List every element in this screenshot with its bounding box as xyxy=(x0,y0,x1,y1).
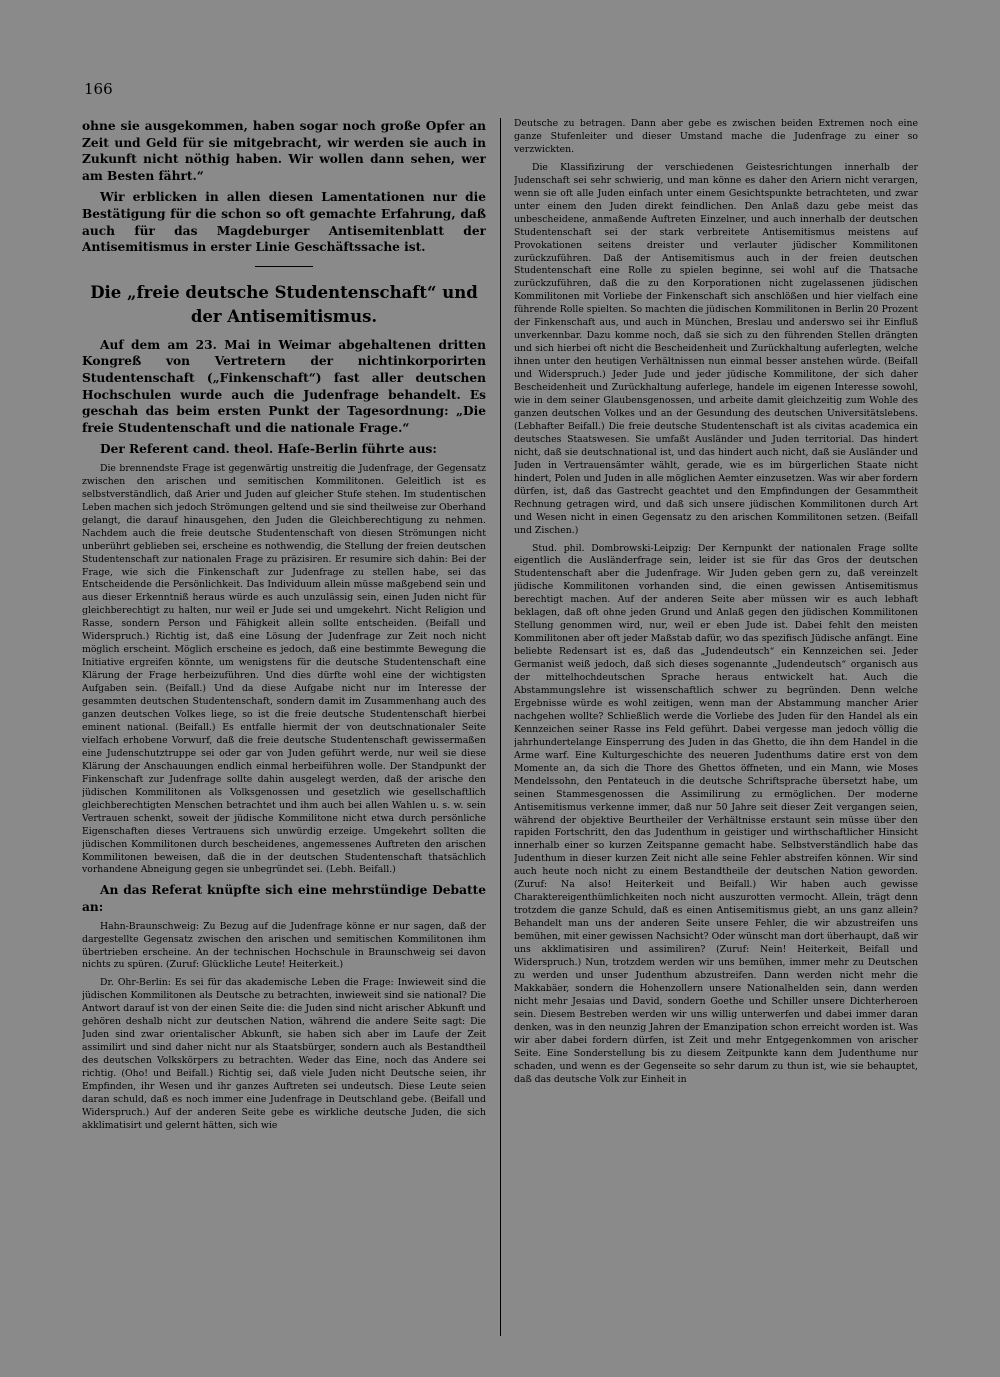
commentary-paragraph: Wir erblicken in allen diesen Lamentationen nur die Bestätigung für die schon so oft gemachte Erfahrung, daß auch für das Magdeburger Antisemitenblatt der Antisemitismus in erster Linie Geschäftssache ist. xyxy=(82,190,486,255)
speech-ohr-paragraph: Die Klassifizirung der verschiedenen Geistesrichtungen innerhalb der Judenschaft sei sehr schwierig, und man könne es daher den Ariern nicht verargen, wenn sie oft alle Juden einfach unter einem Gesichtspunkte betrachteten, und zwar unter einem den Juden direkt feindlichen. Den Anlaß dazu gebe meist das unbescheidene, anmaßende Auftreten Einzelner, und auch innerhalb der deutschen Studentenschaft sei der stark verbreitete Antisemitismus meistens auf Provokationen seitens dreister und verlauter jüdischer Kommilitonen zurückzuführen. Daß der Antisemitismus auch in der freien deutschen Studentenschaft eine Rolle zu spielen beginne, sei wohl auf die Thatsache zurückzuführen, daß die zu den Korporationen nicht zugelassenen jüdischen Kommilitonen mit Vorliebe der Finkenschaft sich anschlößen und hier vielfach eine führende Rolle spielten. So machten die jüdischen Kommilitonen in Berlin 20 Prozent der Finkenschaft aus, und auch in München, Breslau und anderswo sei ihr Einfluß unverkennbar. Dazu komme noch, daß sie sich zu den führenden Stellen drängten und sich hierbei oft nicht die Bescheidenheit und Zurückhaltung auferlegten, welche ihnen unter den heutigen Verhältnissen nun einmal besser anstehen würde. (Beifall und Widerspruch.) Jeder Jude und jeder jüdische Kommilitone, der sich daher Bescheidenheit und Zurückhaltung auferlege, handele im eigenen Interesse sowohl, wie in dem seiner Glaubensgenossen, und arbeite damit gleichzeitig zum Wohle des ganzen deutschen Volkes und an der Gesundung des deutschen Universitätslebens. (Lebhafter Beifall.) Die freie deutsche Studentenschaft ist als civitas academica ein deutsches Staatswesen. Sie umfaßt Ausländer und Juden territorial. Das hindert nicht, daß sie deutschnational ist, und das hindert auch nicht, daß sie Ausländer und Juden in Vertrauensämter wählt, gerade, wie es im bürgerlichen Staate nicht hindert, Polen und Juden in alle möglichen Aemter einzusetzen. Was wir aber fordern dürfen, ist, daß das Gastrecht geachtet und den Empfindungen der Gesammtheit Rechnung getragen wird, und daß sich unsere jüdischen Kommilitonen durch Art und Wesen nicht in einen Gegensatz zu den arischen Kommilitonen setzen. (Beifall und Zischen.) xyxy=(514,161,918,536)
section-separator xyxy=(255,266,313,267)
speech-hahn: Hahn-Braunschweig: Zu Bezug auf die Judenfrage könne er nur sagen, daß der dargestellte Gegensatz zwischen den arischen und semitischen Kommilitonen ihm übertrieben erscheine. An der technischen Hochschule in Braunschweig sei davon nichts zu spüren. (Zuruf: Glückliche Leute! Heiterkeit.) xyxy=(82,920,486,971)
referent-report: Die brennendste Frage ist gegenwärtig unstreitig die Judenfrage, der Gegensatz zwischen den arischen und semitischen Kommilitonen. Geleitlich ist es selbstverständlich, daß Arier und Juden auf gleicher Stufe stehen. Im studentischen Leben machen sich jedoch Strömungen geltend und sie sind theilweise zur Oberhand gelangt, die darauf hinausgehen, den Juden die Gleichberechtigung zu nehmen. Nachdem auch die freie deutsche Studentenschaft von diesen Strömungen nicht unberührt geblieben sei, erscheine es nothwendig, die Stellung der freien deutschen Studentenschaft zur nationalen Frage zu präzisiren. Er resumire sich dahin: Bei der Frage, wie sich die Finkenschaft zur Judenfrage zu stellen habe, sei das Entscheidende die Persönlichkeit. Das Individuum allein müsse maßgebend sein und aus dieser Erkenntniß heraus würde es auch unzulässig sein, einen Juden nicht für gleichberechtigt zu halten, nur weil er Jude sei und umgekehrt. Nicht Religion und Rasse, sondern Person und Fähigkeit allein sollte entscheiden. (Beifall und Widerspruch.) Richtig ist, daß eine Lösung der Judenfrage zur Zeit noch nicht möglich erscheint. Möglich erscheine es jedoch, daß eine bestimmte Bewegung die Initiative ergreifen könnte, um wenigstens für die deutsche Studentenschaft eine Klärung der Frage herbeizuführen. Und dies dürfte wohl eine der wichtigsten Aufgaben sein. (Beifall.) Und da diese Aufgabe nicht nur im Interesse der gesammten deutschen Studentenschaft, sondern damit im Zusammenhang auch des ganzen deutschen Volkes liege, so ist die freie deutsche Studentenschaft hierbei eminent national. (Beifall.) Es entfalle hiermit der von deutschnationaler Seite vielfach erhobene Vorwurf, daß die freie deutsche Studentenschaft gewissermaßen eine Judenschutztruppe sei oder gar von Juden geführt werde, nur weil sie diese Klärung der Anschauungen endlich einmal herbeiführen wolle. Der Standpunkt der Finkenschaft zur Judenfrage sollte dahin ausgelegt werden, daß der arische den jüdischen Kommilitonen als Volksgenossen und gesetzlich wie gesellschaftlich gleichberechtigten Menschen betrachtet und ihm auch bei allen Wahlen u. s. w. sein Vertrauen schenkt, soweit der jüdische Kommilitone nicht etwa durch persönliche Eigenschaften dieses Vertrauens sich unwürdig erzeige. Umgekehrt sollten die jüdischen Kommilitonen durch bescheidenes, angemessenes Auftreten den arischen Kommilitonen beweisen, daß die in der deutschen Studentenschaft thatsächlich vorhandene Abneigung gegen sie unbegründet sei. (Lebh. Beifall.) xyxy=(82,462,486,876)
column-divider xyxy=(500,118,501,1336)
left-column xyxy=(82,118,486,1340)
closing-paragraph: ohne sie ausgekommen, haben sogar noch große Opfer an Zeit und Geld für sie mitgebracht, wir werden sie auch in Zukunft nicht nöthig haben. Wir wollen dann sehen, wer am Besten fährt.“ xyxy=(82,119,486,183)
speech-ohr-continued: Deutsche zu betragen. Dann aber gebe es zwischen beiden Extremen noch eine ganze Stufenleiter und dieser Umstand mache die Judenfrage zu einer so verzwickten. xyxy=(514,118,918,155)
debate-intro: An das Referat knüpfte sich eine mehrstündige Debatte an: xyxy=(82,883,486,914)
article-intro: Auf dem am 23. Mai in Weimar abgehaltenen dritten Kongreß von Vertretern der nichtinkorporirten Studentenschaft („Finkenschaft“) fast aller deutschen Hochschulen wurde auch die Judenfrage behandelt. Es geschah das beim ersten Punkt der Tagesordnung: „Die freie Studentenschaft und die nationale Frage.“ xyxy=(82,337,486,435)
right-column xyxy=(514,118,918,1340)
referent-line: Der Referent cand. theol. Haſe-Berlin führte aus: xyxy=(100,442,437,457)
speech-ohr: Dr. Ohr-Berlin: Es sei für das akademische Leben die Frage: Inwieweit sind die jüdischen Kommilitonen als Deutsche zu betrachten, inwieweit sind sie national? Die Antwort darauf ist von der einen Seite die: die Juden sind nicht arischer Abkunft und gehören deshalb nicht zur deutschen Nation, während die andere Seite sagt: Die Juden sind zwar orientalischer Abkunft, sie haben sich aber im Laufe der Zeit assimilirt und sind daher nicht nur als Staatsbürger, sondern auch als Bestandtheil des deutschen Volkskörpers zu betrachten. Weder das Eine, noch das Andere sei richtig. (Oho! und Beifall.) Richtig sei, daß viele Juden nicht Deutsche seien, ihr Empfinden, ihr Wesen und ihr ganzes Auftreten sei undeutsch. Diese Leute seien daran schuld, daß es noch immer eine Judenfrage in Deutschland gebe. (Beifall und Widerspruch.) Auf der anderen Seite gebe es wirkliche deutsche Juden, die sich akklimatisirt und gelernt hätten, sich wie xyxy=(82,977,486,1131)
speech-dombrowski: Stud. phil. Dombrowski-Leipzig: Der Kernpunkt der nationalen Frage sollte eigentlich die Ausländerfrage sein, leider ist sie für das Gros der deutschen Studentenschaft aber die Judenfrage. Wir Juden geben gern zu, daß vereinzelt jüdische Kommilitonen vorhanden sind, die einen gewissen Antisemitismus berechtigt machen. Auf der anderen Seite aber müssen wir es auch lebhaft beklagen, daß oft ohne jeden Grund und Anlaß gegen den jüdischen Kommilitonen Stellung genommen wird, nur, weil er eben Jude ist. Dabei fehlt den meisten Kommilitonen aber oft jeder Maßstab dafür, wo das spezifisch Jüdische anfängt. Eine beliebte Redensart ist es, daß das „Judendeutsch“ ein Kennzeichen sei. Jeder Germanist weiß jedoch, daß sich dieses sogenannte „Judendeutsch“ organisch aus der mittelhochdeutschen Sprache heraus entwickelt hat. Auch die Abstammungslehre ist wissenschaftlich schwer zu begründen. Denn welche Ergebnisse würde es wohl zeitigen, wenn man der Abstammung mancher Arier nachgehen wollte? Schließlich werde die Vorliebe des Juden für den Handel als ein Kennzeichen seiner Rasse ins Feld geführt. Dabei vergesse man jedoch völlig die jahrhundertelange Einsperrung des Juden in das Ghetto, die ihn dem Handel in die Arme warf. Eine Kulturgeschichte des neueren Judenthums datire erst von dem Momente an, da sich die Thore des Ghettos öffneten, und ein Mann, wie Moses Mendelssohn, den Pentateuch in die deutsche Schriftsprache übersetzt habe, um seinen Stammesgenossen die Assimilirung zu ermöglichen. Der moderne Antisemitismus verkenne immer, daß nur 50 Jahre seit dieser Zeit vergangen seien, während der objektive Beurtheiler der Verhältnisse erstaunt sein müsse über den rapiden Fortschritt, den das Judenthum in geistiger und wirthschaftlicher Hinsicht innerhalb einer so kurzen Zeitspanne gemacht habe. Selbstverständlich habe das Judenthum in dieser kurzen Zeit nicht alle seine Fehler abstreifen können. Wir sind auch heute noch nicht zu einem Bestandtheile der deutschen Nation geworden. (Zuruf: Na also! Heiterkeit und Beifall.) Wir haben auch gewisse Charaktereigenthümlichkeiten noch nicht auszurotten vermocht. Allein, trägt denn trotzdem die ganze Schuld, daß es einen Antisemitismus giebt, an uns ganz allein? Behandelt man uns der anderen Seite unsere Fehler, die wir abzustreifen uns bemühen, mit einer gewissen Nachsicht? Oder wünscht man dort überhaupt, daß wir uns akklimatisiren und assimiliren? (Zuruf: Nein! Heiterkeit, Beifall und Widerspruch.) Nun, trotzdem werden wir uns bemühen, immer mehr zu Deutschen zu werden und unser Judenthum abzustreifen. Dann werden nicht mehr die Makkabäer, sondern die Hohenzollern unsere Nationalhelden sein, dann werden nicht mehr Jesaias und David, sondern Goethe und Schiller unsere Dichterheroen sein. Diesem Bestreben werden wir uns willig unterwerfen und dabei immer daran denken, was in den neunzig Jahren der Emanzipation schon erreicht worden ist. Was wir aber dabei fordern dürfen, ist Zeit und mehr Entgegenkommen von arischer Seite. Eine Sonderstellung bis zu diesem Zeitpunkte kann dem Judenthume nur schaden, und wenn es der Gegenseite so sehr darum zu thun ist, wie sie behauptet, daß das deutsche Volk zur Einheit in xyxy=(514,542,918,1085)
page-number: 166 xyxy=(84,80,113,98)
article-heading: Die „freie deutsche Studentenschaft“ und der Antisemitismus. xyxy=(90,282,478,326)
